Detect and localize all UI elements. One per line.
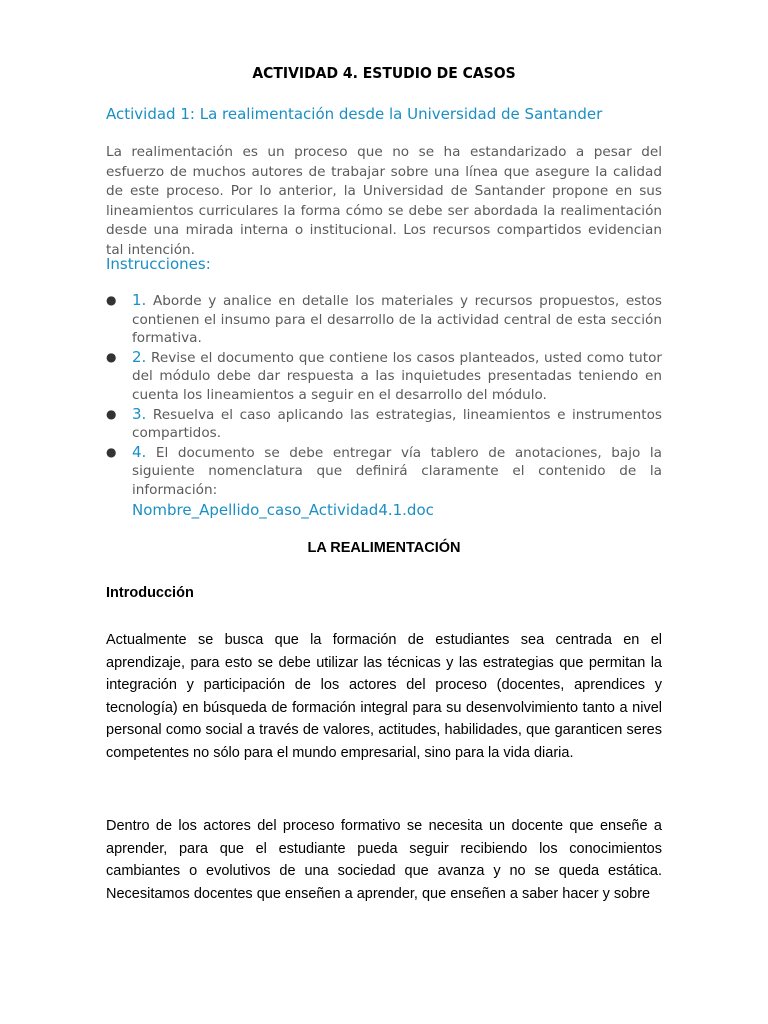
instruction-number: 1. [132, 291, 147, 309]
instruction-number: 3. [132, 404, 147, 423]
instruction-item-4 [106, 443, 662, 520]
instructions-list [106, 291, 662, 520]
section-title: LA REALIMENTACIÓN [307, 540, 461, 556]
bullet-icon: ● [106, 406, 117, 421]
instruction-text: El documento se debe entregar vía tablero de anotaciones, bajo la siguiente nomenclatura que definirá claramente el contenido de la información: [132, 444, 662, 498]
instruction-item-3 [106, 405, 662, 443]
bullet-icon: ● [106, 293, 117, 307]
instruction-text: Aborde y analice en detalle los materiales y recursos propuestos, estos contienen el insumo para el desarrollo de la actividad central de esta sección formativa. [132, 293, 662, 347]
bullet-icon: ● [106, 444, 117, 459]
instruction-item-1 [106, 291, 662, 348]
instruction-item-2 [106, 348, 662, 405]
document-title: ACTIVIDAD 4. ESTUDIO DE CASOS [252, 64, 516, 82]
body-paragraph-1: Actualmente se busca que la formación de estudiantes sea centrada en el aprendizaje, para esto se debe utilizar las técnicas y las estrategias que permitan la integración y participación de los actores del proceso (docentes, aprendices y tecnología) en búsqueda de formación integral para su desenvolvimiento tanto a nivel personal como social a través de valores, actitudes, habilidades, que garanticen seres competentes no sólo para el mundo empresarial, sino para la vida diaria. [106, 632, 662, 761]
body-paragraph-2: Dentro de los actores del proceso formativo se necesita un docente que enseñe a aprender, para que el estudiante pueda seguir recibiendo los conocimientos cambiantes o evolutivos de una sociedad que avanza y no se queda estática. Necesitamos docentes que enseñen a aprender, que enseñen a saber hacer y sobre [106, 818, 662, 902]
bullet-icon: ● [106, 349, 117, 364]
instruction-text: Resuelva el caso aplicando las estrategias, lineamientos e instrumentos compartidos. [132, 406, 662, 442]
activity-heading: Actividad 1: La realimentación desde la Universidad de Santander [106, 105, 603, 123]
instruction-number: 4. [132, 442, 147, 461]
instruction-number: 2. [132, 347, 147, 366]
introduction-title: Introducción [106, 585, 194, 601]
intro-paragraph: La realimentación es un proceso que no se ha estandarizado a pesar del esfuerzo de muchos autores de trabajar sobre una línea que asegure la calidad de este proceso. Por lo anterior, la Universidad de Santander propone en sus lineamientos curriculares la forma cómo se debe ser abordada la realimentación desde una mirada interna o institucional. Los recursos compartidos evidencian tal intención. [106, 144, 662, 258]
instruction-text: Revise el documento que contiene los casos planteados, usted como tutor del módulo debe dar respuesta a las inquietudes presentadas teniendo en cuenta los lineamientos a seguir en el desarrollo del módulo. [132, 349, 662, 403]
file-name-format: Nombre_Apellido_caso_Actividad4.1.doc [132, 500, 434, 519]
instructions-heading: Instrucciones: [106, 255, 211, 273]
